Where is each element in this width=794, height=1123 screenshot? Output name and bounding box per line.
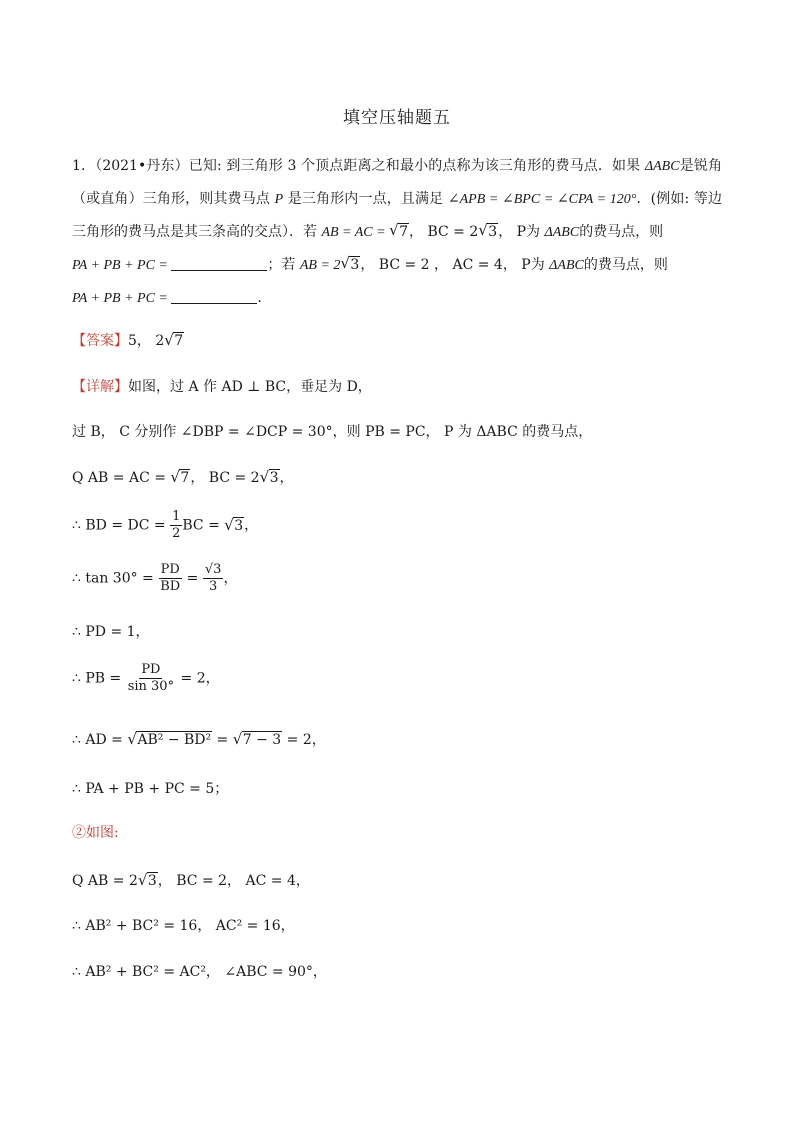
detail-text: 如图，过 A 作 AD ⊥ BC，垂足为 D， (128, 379, 372, 395)
detail-line-13: ∴ AB² + BC² = AC²， ∠ABC = 90°， (72, 964, 327, 980)
detail-line-5 (72, 562, 237, 595)
detail-text: ∴ tan 30° = (72, 570, 159, 587)
fraction (158, 562, 182, 595)
math-condition: ， BC = 2 ， AC = 4 (360, 257, 503, 273)
problem-text: 的费马点，则 (583, 257, 668, 273)
detail-text: ∴ BD = DC = (72, 517, 171, 534)
answer-blank-1[interactable] (171, 256, 267, 271)
sqrt-expr (260, 470, 280, 486)
radicand: 3 (147, 873, 157, 889)
detail-text: = (212, 732, 233, 748)
radicand: 7 (174, 333, 184, 349)
page-title: 填空压轴题五 (343, 108, 451, 128)
detail-text: ， BC = 2， AC = 4， (157, 873, 310, 889)
numerator: 1 (172, 509, 181, 524)
sqrt-expr (233, 732, 282, 748)
answer-value: 5， 2 (128, 333, 165, 349)
radicand: 3 (350, 257, 360, 273)
detail-line-2: 过 B， C 分别作 ∠DBP = ∠DCP = 30°，则 PB = PC， P 为 ΔABC 的费马点， (72, 424, 593, 440)
math-sum: PA + PB + PC = (72, 291, 172, 306)
math-sum: PA + PB + PC = (72, 258, 172, 273)
problem-text: 的费马点，则 (579, 224, 664, 240)
problem-statement (72, 150, 722, 315)
detail-text: ， BC = 2 (190, 470, 260, 486)
problem-text: 是三角形内一点，且满足 (283, 191, 448, 207)
detail-text: ， (279, 470, 294, 486)
fraction (203, 562, 224, 595)
math-triangle: ΔABC (549, 258, 584, 273)
detail-text: = 2， (282, 732, 326, 748)
problem-text: ， P为 (498, 224, 545, 240)
detail-line-12: ∴ AB² + BC² = 16， AC² = 16， (72, 918, 295, 934)
sqrt-expr (164, 333, 184, 349)
detail-line-6: ∴ PD = 1， (72, 624, 150, 640)
problem-text: 已知: 到三角形 3 个顶点距离之和最小的点称为该三角形的费马点．如果 (188, 158, 645, 174)
math-condition: AB = 2 (299, 258, 341, 273)
sqrt-expr (138, 873, 158, 889)
problem-number: 1． (72, 158, 96, 174)
detail-text: ， (223, 570, 238, 587)
detail-text: = (182, 570, 203, 587)
numerator: √3 (204, 562, 222, 577)
detail-line-7 (72, 662, 220, 695)
sqrt-expr (389, 216, 409, 249)
fraction (126, 662, 176, 695)
detail-label: 【详解】 (72, 379, 128, 395)
math-angles: ∠APB = ∠BPC = ∠CPA = 120° (447, 192, 637, 207)
detail-text: Q AB = AC = (72, 470, 171, 486)
detail-text: Q AB = 2 (72, 873, 138, 889)
numerator: PD (141, 662, 161, 677)
sqrt-expr (478, 216, 498, 249)
numerator: PD (160, 562, 180, 577)
math-point: P (274, 192, 284, 207)
math-condition: ， BC = 2 (409, 224, 479, 240)
denominator: sin 30° (127, 679, 175, 694)
detail-text: ， (244, 517, 259, 534)
sqrt-expr (340, 249, 360, 282)
math-condition: AB = AC = (321, 225, 390, 240)
denominator: 2 (172, 526, 181, 541)
denominator: BD (160, 579, 181, 594)
math-triangle: ΔABC (644, 159, 680, 174)
detail-line-3 (72, 467, 294, 487)
detail-text: ∴ AD = (72, 732, 128, 748)
problem-source: （2021•丹东） (95, 158, 189, 174)
detail-line-11 (72, 870, 310, 890)
radicand: 3 (269, 470, 279, 486)
detail-text: = 2， (176, 670, 220, 687)
denominator: 3 (209, 579, 218, 594)
radicand: 7 (180, 470, 190, 486)
problem-text: ．(例如: 等边三角形的费马点是其三条高的交点）．若 (72, 191, 722, 240)
detail-text: BC = (182, 517, 225, 534)
answer-label: 【答案】 (72, 333, 128, 349)
problem-text: 是锐角（或直角）三角形，则其费马点 (72, 158, 722, 207)
radicand: 7 − 3 (242, 732, 282, 748)
problem-text: ， P为 (502, 257, 550, 273)
detail-line-10: ②如图: (72, 825, 119, 841)
detail-line-1 (72, 376, 372, 396)
answer-blank-2[interactable] (171, 289, 257, 304)
fraction (170, 509, 182, 542)
sqrt-expr (127, 732, 212, 748)
detail-text: ∴ PB = (72, 670, 126, 687)
problem-text: ；若 (267, 257, 300, 273)
detail-line-8 (72, 729, 326, 749)
answer-line (72, 330, 184, 350)
sqrt-expr (224, 518, 244, 534)
radicand: 3 (488, 224, 498, 240)
radicand: 7 (399, 224, 409, 240)
detail-line-9: ∴ PA + PB + PC = 5； (72, 781, 229, 797)
detail-line-4 (72, 509, 258, 542)
radicand: AB² − BD² (137, 732, 212, 748)
problem-text: ． (257, 290, 272, 306)
sqrt-expr (170, 470, 190, 486)
math-triangle: ΔABC (544, 225, 580, 240)
radicand: 3 (234, 517, 244, 534)
